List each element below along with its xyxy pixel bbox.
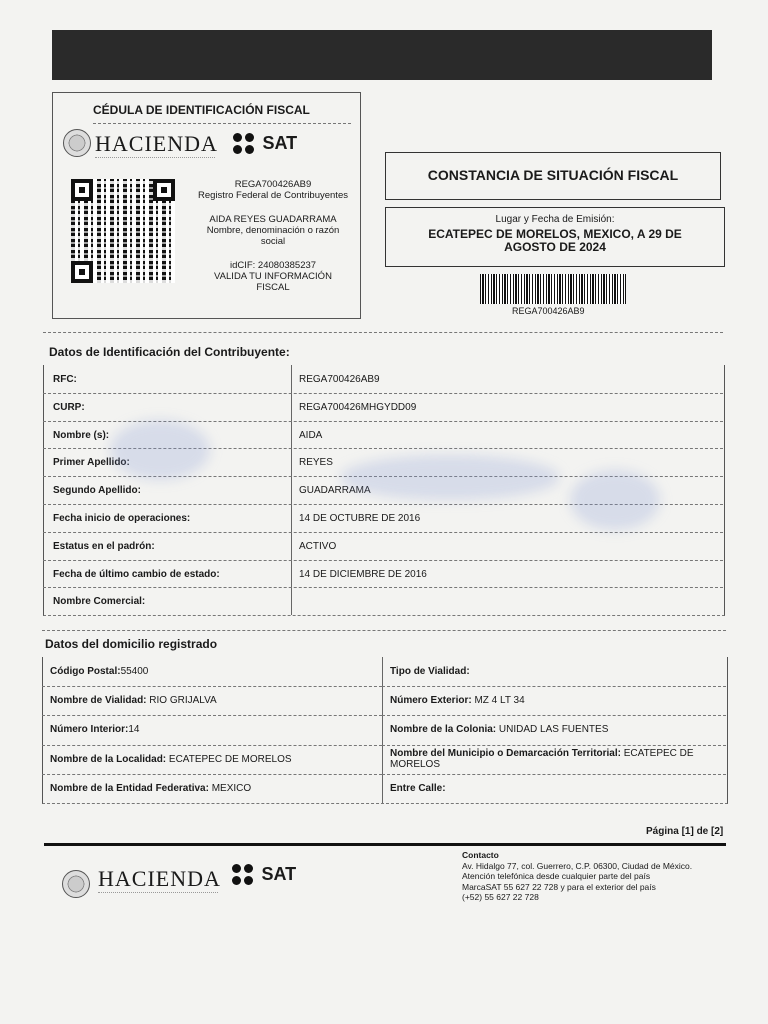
- name-caption: Nombre, denominación o razón social: [206, 225, 340, 247]
- cedula-card: [52, 92, 361, 319]
- footer-hacienda-seal-icon: [62, 870, 90, 898]
- domicilio-column-divider: [382, 657, 383, 803]
- ink-smear: [340, 455, 560, 500]
- domicilio-field: [390, 724, 720, 735]
- sat-logo: [233, 133, 297, 160]
- sat-dots-icon: [233, 133, 255, 155]
- domicilio-value: MEXICO: [208, 782, 252, 794]
- domicilio-value: UNIDAD LAS FUENTES: [496, 724, 609, 736]
- domicilio-row-divider: [42, 686, 382, 687]
- domicilio-value: 14: [128, 724, 140, 736]
- field-value: REGA700426MHGYDD09: [299, 401, 417, 413]
- contacto-block: [462, 850, 724, 903]
- domicilio-row-divider: [382, 686, 726, 687]
- domicilio-label: Nombre del Municipio o Demarcación Territorial:: [390, 747, 621, 759]
- field-value: REYES: [299, 457, 333, 469]
- hacienda-subline: [95, 157, 215, 158]
- domicilio-field: [390, 666, 720, 677]
- field-label: RFC:: [53, 374, 77, 385]
- row-divider: [43, 532, 723, 533]
- qr-code: [71, 179, 175, 283]
- domicilio-section-title: Datos del domicilio registrado: [45, 637, 218, 651]
- domicilio-row-divider: [42, 715, 382, 716]
- footer-sat-logo-text: SAT: [261, 864, 297, 884]
- row-divider: [43, 393, 723, 394]
- domicilio-label: Nombre de Vialidad:: [50, 695, 147, 707]
- ink-smear: [110, 420, 210, 480]
- domicilio-value: ECATEPEC DE MORELOS: [166, 753, 292, 765]
- domicilio-field: [390, 783, 720, 794]
- domicilio-label: Nombre de la Colonia:: [390, 724, 497, 736]
- cedula-title: CÉDULA DE IDENTIFICACIÓN FISCAL: [93, 103, 310, 117]
- page-number: Página [1] de [2]: [646, 826, 724, 837]
- rfc-value: REGA700426AB9: [234, 179, 312, 190]
- domicilio-field: [50, 754, 375, 765]
- constancia-title-box: [385, 152, 721, 200]
- domicilio-value: 55400: [120, 666, 149, 677]
- contacto-line: Atención telefónica desde cualquier parte del país: [462, 871, 651, 881]
- field-label: Nombre Comercial:: [53, 596, 146, 608]
- rfc-caption: Registro Federal de Contribuyentes: [198, 190, 348, 201]
- contribuyente-section-title: Datos de Identificación del Contribuyente:: [49, 345, 290, 359]
- sat-logo-text: SAT: [262, 133, 298, 153]
- row-divider: [43, 587, 723, 588]
- footer-sat-dots-icon: [232, 864, 254, 886]
- domicilio-field: [50, 724, 375, 735]
- footer-sat-logo: [232, 864, 296, 891]
- lugar-fecha-box: [385, 207, 725, 267]
- field-label: Fecha de último cambio de estado:: [53, 568, 220, 580]
- field-value: ACTIVO: [299, 540, 337, 552]
- name-value: AIDA REYES GUADARRAMA: [209, 214, 337, 225]
- domicilio-field: [50, 695, 375, 706]
- domicilio-label: Tipo de Vialidad:: [390, 666, 470, 677]
- field-label: Nombre (s):: [53, 429, 110, 441]
- domicilio-row-divider: [382, 745, 726, 746]
- contacto-line: MarcaSAT 55 627 22 728 y para el exterior del país: [462, 881, 656, 892]
- domicilio-value: RIO GRIJALVA: [146, 695, 217, 707]
- domicilio-row-divider: [42, 745, 382, 746]
- constancia-title: CONSTANCIA DE SITUACIÓN FISCAL: [427, 167, 679, 183]
- contacto-line: (+52) 55 627 22 728: [462, 892, 539, 902]
- domicilio-label: Nombre de la Entidad Federativa:: [50, 782, 209, 794]
- footer-rule: [44, 843, 726, 846]
- column-divider: [291, 365, 292, 615]
- contacto-title: Contacto: [462, 850, 499, 860]
- field-label: Primer Apellido:: [53, 457, 130, 469]
- domicilio-row-divider: [42, 774, 382, 775]
- domicilio-field: [390, 695, 720, 706]
- domicilio-label: Código Postal:: [50, 666, 121, 677]
- contacto-line: Av. Hidalgo 77, col. Guerrero, C.P. 06300, Ciudad de México.: [462, 860, 693, 871]
- field-value: GUADARRAMA: [299, 485, 371, 497]
- field-label: Fecha inicio de operaciones:: [53, 513, 191, 524]
- field-value: AIDA: [299, 429, 323, 441]
- field-label: Segundo Apellido:: [53, 485, 141, 497]
- lugar-label: Lugar y Fecha de Emisión:: [495, 214, 615, 225]
- barcode: [480, 274, 626, 304]
- lugar-value: ECATEPEC DE MORELOS, MEXICO, A 29 DE AGOSTO DE 2024: [428, 227, 682, 254]
- title-rule: [93, 123, 351, 124]
- field-label: Estatus en el padrón:: [53, 540, 155, 552]
- idcif-value: idCIF: 24080385237: [229, 260, 317, 271]
- barcode-text: REGA700426AB9: [512, 306, 585, 316]
- domicilio-label: Número Interior:: [50, 724, 129, 736]
- cedula-info: [198, 179, 348, 293]
- footer-hacienda-subline: [98, 892, 218, 893]
- domicilio-label: Número Exterior:: [390, 695, 472, 707]
- hacienda-logo: HACIENDA: [95, 131, 218, 156]
- domicilio-value: ECATEPEC DE MORELOS: [390, 747, 694, 770]
- footer-hacienda-logo: HACIENDA: [98, 866, 221, 891]
- domicilio-label: Entre Calle:: [390, 782, 446, 794]
- hacienda-seal-icon: [63, 129, 91, 157]
- field-value: 14 DE DICIEMBRE DE 2016: [299, 568, 427, 580]
- domicilio-field: [50, 666, 375, 677]
- domicilio-value: MZ 4 LT 34: [471, 695, 525, 707]
- domicilio-row-divider: [382, 774, 726, 775]
- row-divider: [43, 560, 723, 561]
- ink-smear: [570, 470, 660, 530]
- domicilio-row-divider: [382, 715, 726, 716]
- domicilio-table: [42, 630, 726, 803]
- scan-top-bar: [52, 30, 712, 80]
- valida-text: VALIDA TU INFORMACIÓN FISCAL: [214, 271, 332, 293]
- field-value: 14 DE OCTUBRE DE 2016: [299, 513, 421, 524]
- field-label: CURP:: [53, 401, 85, 413]
- field-value: REGA700426AB9: [299, 374, 380, 385]
- domicilio-label: Nombre de la Localidad:: [50, 753, 167, 765]
- domicilio-field: [390, 748, 720, 770]
- domicilio-field: [50, 783, 375, 794]
